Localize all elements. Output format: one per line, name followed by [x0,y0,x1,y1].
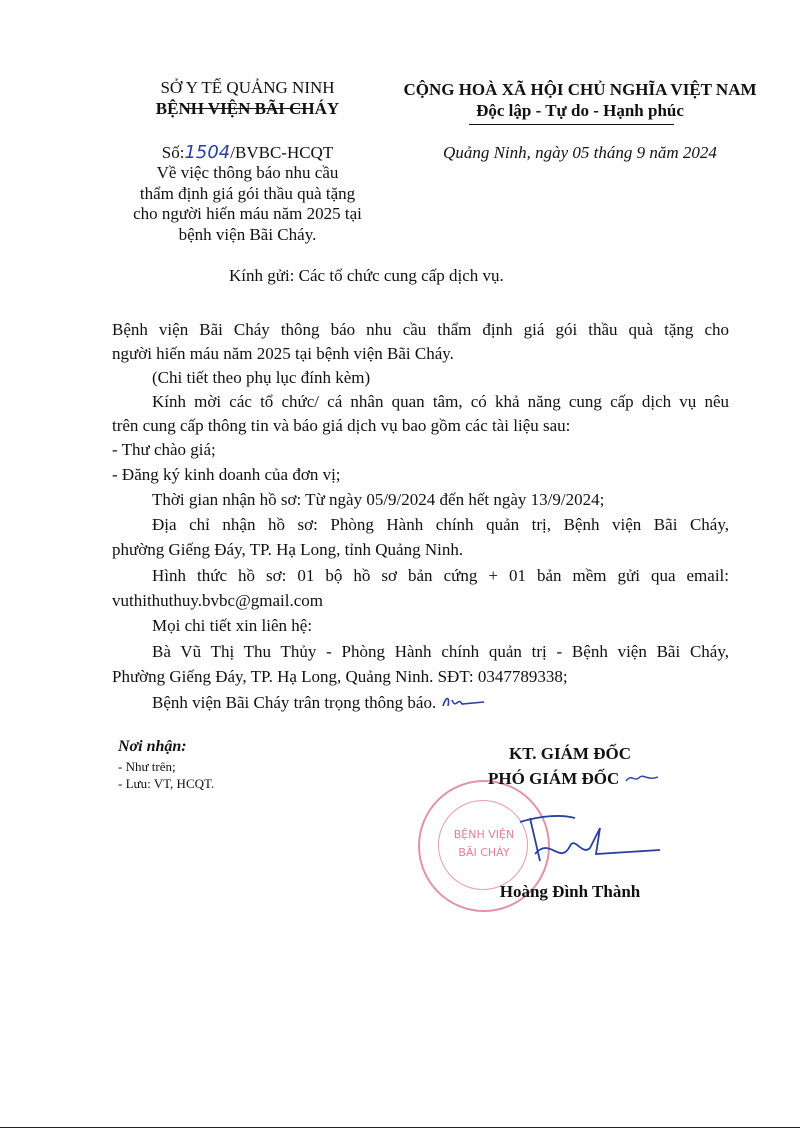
hospital-name: BỆNH VIỆN BÃI CHÁY [155,99,340,118]
recipients-item: - Lưu: VT, HCQT. [118,776,215,791]
signature-title-2 [488,769,660,789]
doc-number-handwritten: 1504 [184,142,231,163]
submission-time: Thời gian nhận hồ sơ: Từ ngày 05/9/2024 đến hết ngày 13/9/2024; [152,490,605,509]
signature-icon [500,806,670,876]
place-and-date: Quảng Ninh, ngày 05 tháng 9 năm 2024 [443,143,717,162]
hospital-underline [186,108,308,109]
subject-line: bệnh viện Bãi Cháy. [178,224,317,244]
contact-line-2: Phường Giếng Đáy, TP. Hạ Long, Quảng Ninh. SĐT: 0347789338; [112,667,568,686]
recipients-list [118,758,214,792]
attachment-note: (Chi tiết theo phụ lục đính kèm) [152,368,371,387]
requirement-item-1: - Thư chào giá; [112,440,216,459]
stamp-text: BỆNH VIỆN [453,828,515,841]
submission-form-line-1: Hình thức hồ sơ: 01 bộ hồ sơ bản cứng + 01 bản mềm gửi qua email: [152,566,729,585]
department-name: SỞ Y TẾ QUẢNG NINH [160,78,335,97]
initials-mark-icon [440,692,486,712]
submission-address-line-2: phường Giếng Đáy, TP. Hạ Long, tỉnh Quảng Ninh. [112,540,464,559]
body-paragraph-1-line-2: người hiến máu năm 2025 tại bệnh viện Bãi Cháy. [112,344,454,363]
closing-line [152,692,486,713]
body-paragraph-3-line-2: trên cung cấp thông tin và báo giá dịch vụ bao gồm các tài liệu sau: [112,416,571,435]
subject-line: Về việc thông báo nhu cầu [156,163,339,182]
subject-line: thẩm định giá gói thầu quà tặng [139,183,356,203]
subject-block [95,163,400,245]
contact-intro: Mọi chi tiết xin liên hệ: [152,616,313,635]
national-motto: Độc lập - Tự do - Hạnh phúc [476,101,684,120]
submission-address-line-1: Địa chỉ nhận hồ sơ: Phòng Hành chính quản trị, Bệnh viện Bãi Cháy, [152,515,729,534]
doc-number-prefix: Số: [161,143,185,162]
signatory-name: Hoàng Đình Thành [499,882,641,901]
signature-title-text: PHÓ GIÁM ĐỐC [488,769,620,788]
initials-mark-icon [624,771,660,785]
body-paragraph-3-line-1: Kính mời các tổ chức/ cá nhân quan tâm, có khả năng cung cấp dịch vụ nêu [152,392,729,411]
requirement-item-2: - Đăng ký kinh doanh của đơn vị; [112,465,341,484]
contact-email: vuthithuthuy.bvbc@gmail.com [112,591,323,610]
doc-number-suffix: /BVBC-HCQT [230,143,334,162]
subject-line: cho người hiến máu năm 2025 tại [133,204,362,223]
recipient-line: Kính gửi: Các tổ chức cung cấp dịch vụ. [229,266,504,285]
recipients-item: - Như trên; [118,759,176,774]
stamp-text: BÃI CHÁY [458,846,510,859]
body-paragraph-1-line-1: Bệnh viện Bãi Cháy thông báo nhu cầu thẩm định giá gói thầu quà tặng cho [112,320,729,339]
page-bottom-rule [0,1127,800,1128]
document-number [95,142,400,163]
contact-line-1: Bà Vũ Thị Thu Thủy - Phòng Hành chính quản trị - Bệnh viện Bãi Cháy, [152,642,729,661]
closing-text: Bệnh viện Bãi Cháy trân trọng thông báo. [152,693,437,712]
signature-title-1: KT. GIÁM ĐỐC [509,744,631,763]
motto-underline [469,124,674,125]
recipients-title: Nơi nhận: [118,738,187,755]
country-name: CỘNG HOÀ XÃ HỘI CHỦ NGHĨA VIỆT NAM [403,80,757,99]
